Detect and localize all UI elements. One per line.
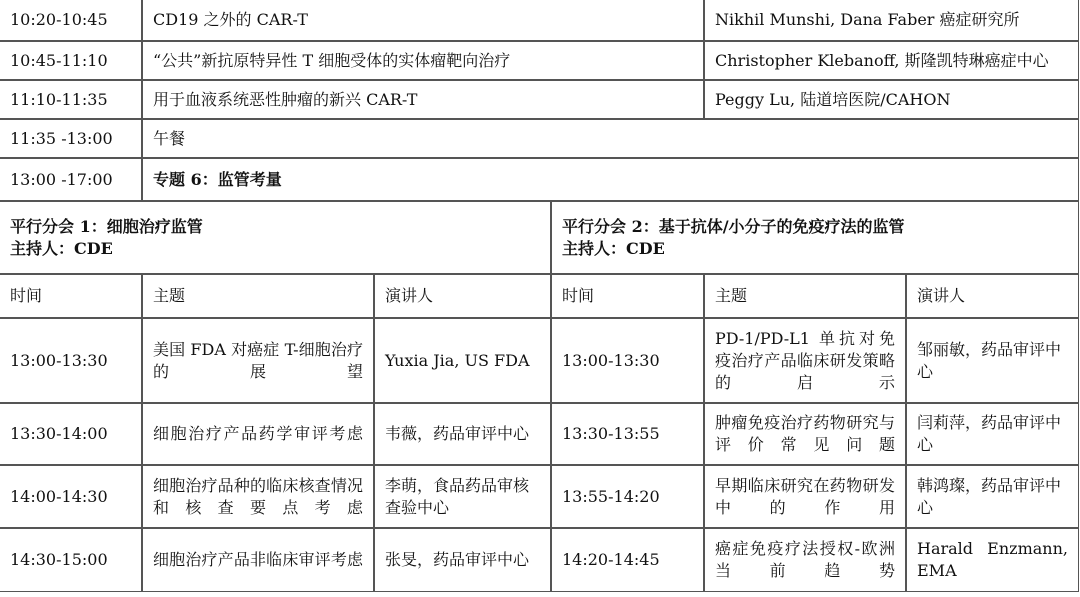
time-cell: 10:45-11:10 (0, 41, 142, 80)
time-cell: 11:35 -13:00 (0, 119, 142, 158)
session-1-title: 平行分会 1：细胞治疗监管 (10, 216, 203, 236)
session-1-host: 主持人：CDE (10, 238, 113, 258)
column-header-speaker: 演讲人 (906, 274, 1079, 318)
time-cell: 13:55-14:20 (551, 465, 704, 528)
topic-cell: 早期临床研究在药物研发中的作用 (704, 465, 906, 528)
column-header-topic: 主题 (142, 274, 374, 318)
time-cell: 13:00-13:30 (551, 318, 704, 403)
topic-cell: 肿瘤免疫治疗药物研究与评价常见问题 (704, 403, 906, 465)
session-2-header (551, 201, 1079, 274)
speaker-cell: 邹丽敏，药品审评中心 (906, 318, 1079, 403)
time-cell: 14:00-14:30 (0, 465, 142, 528)
session-2-host: 主持人：CDE (562, 238, 665, 258)
topic-cell: 癌症免疫疗法授权-欧洲当前趋势 (704, 528, 906, 592)
topic-cell: PD-1/PD-L1 单抗对免疫治疗产品临床研发策略的启示 (704, 318, 906, 403)
session-1-header (0, 201, 551, 274)
session-2-title: 平行分会 2：基于抗体/小分子的免疫疗法的监管 (562, 216, 905, 236)
speaker-cell: Peggy Lu, 陆道培医院/CAHON (704, 80, 1079, 119)
speaker-cell: Yuxia Jia, US FDA (374, 318, 551, 403)
speaker-cell: Nikhil Munshi, Dana Faber 癌症研究所 (704, 0, 1079, 41)
speaker-cell: 闫莉萍，药品审评中心 (906, 403, 1079, 465)
time-cell: 13:00 -17:00 (0, 158, 142, 201)
topic-cell: 美国 FDA 对癌症 T-细胞治疗的展望 (142, 318, 374, 403)
topic-cell: “公共”新抗原特异性 T 细胞受体的实体瘤靶向治疗 (142, 41, 704, 80)
time-cell: 13:30-13:55 (551, 403, 704, 465)
time-cell: 13:30-14:00 (0, 403, 142, 465)
time-cell: 10:20-10:45 (0, 0, 142, 41)
column-header-topic: 主题 (704, 274, 906, 318)
column-header-speaker: 演讲人 (374, 274, 551, 318)
topic-cell: CD19 之外的 CAR-T (142, 0, 704, 41)
time-cell: 14:20-14:45 (551, 528, 704, 592)
column-header-time: 时间 (551, 274, 704, 318)
speaker-cell: Harald Enzmann, EMA (906, 528, 1079, 592)
time-cell: 13:00-13:30 (0, 318, 142, 403)
topic-cell: 细胞治疗品种的临床核查情况和核查要点考虑 (142, 465, 374, 528)
topic-cell: 细胞治疗产品非临床审评考虑 (142, 528, 374, 592)
speaker-cell: 韦薇，药品审评中心 (374, 403, 551, 465)
speaker-cell: Christopher Klebanoff, 斯隆凯特琳癌症中心 (704, 41, 1079, 80)
speaker-cell: 李萌，食品药品审核查验中心 (374, 465, 551, 528)
lunch-cell: 午餐 (142, 119, 1079, 158)
topic-6-heading: 专题 6：监管考量 (142, 158, 1079, 201)
time-cell: 11:10-11:35 (0, 80, 142, 119)
topic-cell: 细胞治疗产品药学审评考虑 (142, 403, 374, 465)
column-header-time: 时间 (0, 274, 142, 318)
speaker-cell: 韩鸿璨，药品审评中心 (906, 465, 1079, 528)
speaker-cell: 张旻，药品审评中心 (374, 528, 551, 592)
time-cell: 14:30-15:00 (0, 528, 142, 592)
topic-cell: 用于血液系统恶性肿瘤的新兴 CAR-T (142, 80, 704, 119)
